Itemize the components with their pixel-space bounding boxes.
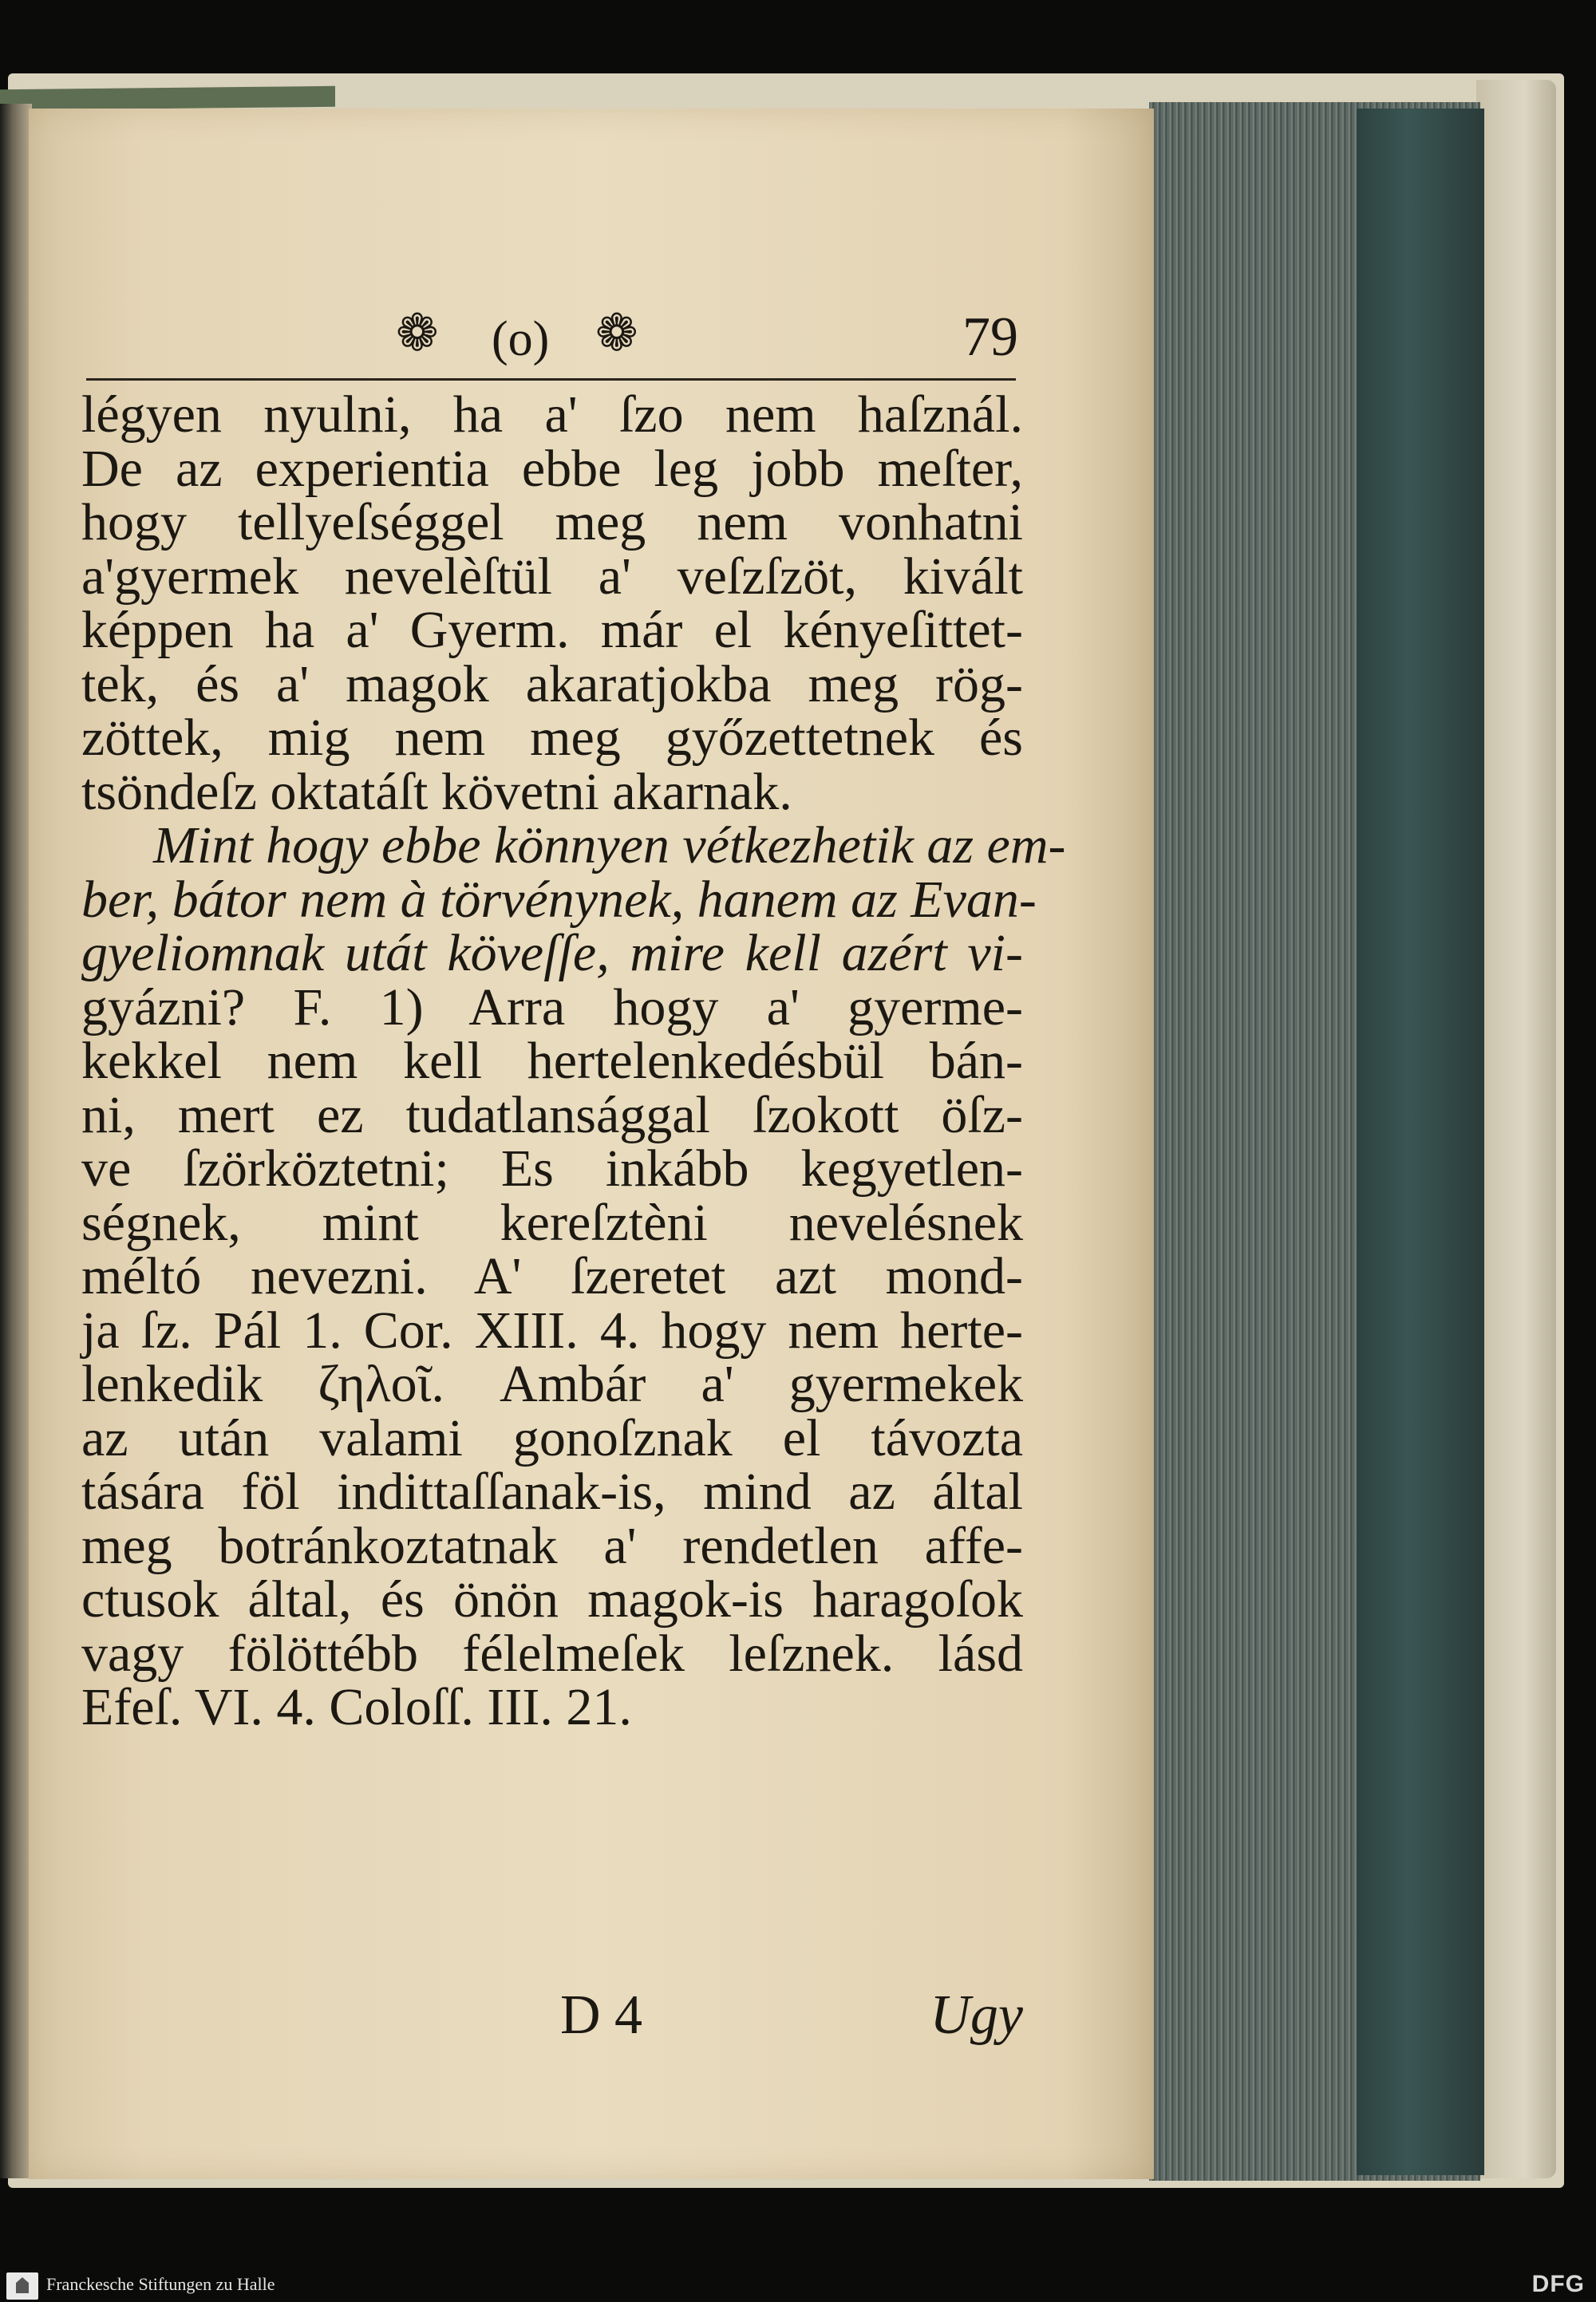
cover-right-edge bbox=[1476, 80, 1556, 2178]
text-line: zöttek, mig nem meg győzettetnek és bbox=[81, 709, 1023, 767]
question-line: Mint hogy ebbe könnyen vétkezhetik az em- bbox=[153, 816, 1066, 875]
gutter-shadow bbox=[0, 104, 32, 2178]
text-line: ja ſz. Pál 1. Cor. XIII. 4. hogy nem herte- bbox=[81, 1301, 1023, 1360]
text-line: légyen nyulni, ha a' ſzo nem haſznál. bbox=[81, 385, 1023, 444]
page-fore-edge-dark bbox=[1357, 109, 1484, 2175]
institution-label: Franckesche Stiftungen zu Halle bbox=[46, 2274, 275, 2294]
text-line: ctusok által, és önön magok-is haragoſok bbox=[81, 1570, 1023, 1629]
ornament-right-icon: ❁ bbox=[595, 305, 638, 361]
text-line: tsöndeſz oktatáſt követni akarnak. bbox=[81, 762, 792, 821]
question-line: ber, bátor nem à törvénynek, hanem az Evan- bbox=[81, 870, 1037, 929]
catchword: Ugy bbox=[930, 1984, 1023, 2046]
text-line: Efeſ. VI. 4. Coloſſ. III. 21. bbox=[81, 1678, 632, 1736]
text-line: tására föl indittaſſanak-is, mind az által bbox=[81, 1463, 1023, 1521]
header-rule bbox=[86, 378, 1016, 381]
text-line: méltó nevezni. A' ſzeretet azt mond- bbox=[81, 1247, 1023, 1305]
cover-binding-strip bbox=[0, 86, 335, 110]
institution-logo-icon bbox=[6, 2272, 38, 2300]
text-line: ségnek, mint kereſztèni nevelésnek bbox=[81, 1193, 1023, 1252]
text-line: az után valami gonoſznak el távozta bbox=[81, 1408, 1023, 1467]
text-line: ni, mert ez tudatlansággal ſzokott öſz- bbox=[81, 1085, 1023, 1144]
page-foot bbox=[81, 1984, 1023, 2055]
footer-bar bbox=[0, 2266, 1596, 2302]
page-number: 79 bbox=[962, 306, 1018, 368]
running-header bbox=[396, 300, 1018, 380]
signature-mark: D 4 bbox=[560, 1984, 643, 2046]
text-line: De az experientia ebbe leg jobb meſter, bbox=[81, 439, 1023, 498]
ornament-mid: (o) bbox=[492, 312, 550, 366]
body-text bbox=[81, 385, 1066, 1736]
text-line: vagy fölöttébb félelmeſek leſznek. lásd bbox=[81, 1624, 1023, 1683]
text-line: kekkel nem kell hertelenkedésbül bán- bbox=[81, 1032, 1023, 1090]
text-line: hogy tellyeſséggel meg nem vonhatni bbox=[81, 493, 1023, 551]
text-line: lenkedik ζηλοῖ. Ambár a' gyermekek bbox=[81, 1355, 1023, 1413]
dfg-logo: DFG bbox=[1531, 2271, 1585, 2297]
ornament-left-icon: ❁ bbox=[396, 305, 439, 361]
book-page bbox=[29, 109, 1154, 2179]
question-line: gyeliomnak utát köveſſe, mire kell azért vi- bbox=[81, 924, 1023, 982]
text-line: meg botránkoztatnak a' rendetlen affe- bbox=[81, 1516, 1023, 1575]
text-line: ve ſzörköztetni; Es inkább kegyetlen- bbox=[81, 1139, 1023, 1198]
text-line: képpen ha a' Gyerm. már el kényeſittet- bbox=[81, 601, 1023, 659]
text-line: tek, és a' magok akaratjokba meg rög- bbox=[81, 654, 1023, 713]
text-line: a'gyermek nevelèſtül a' veſzſzöt, kivált bbox=[81, 547, 1023, 606]
text-line: gyázni? F. 1) Arra hogy a' gyerme- bbox=[81, 977, 1023, 1036]
